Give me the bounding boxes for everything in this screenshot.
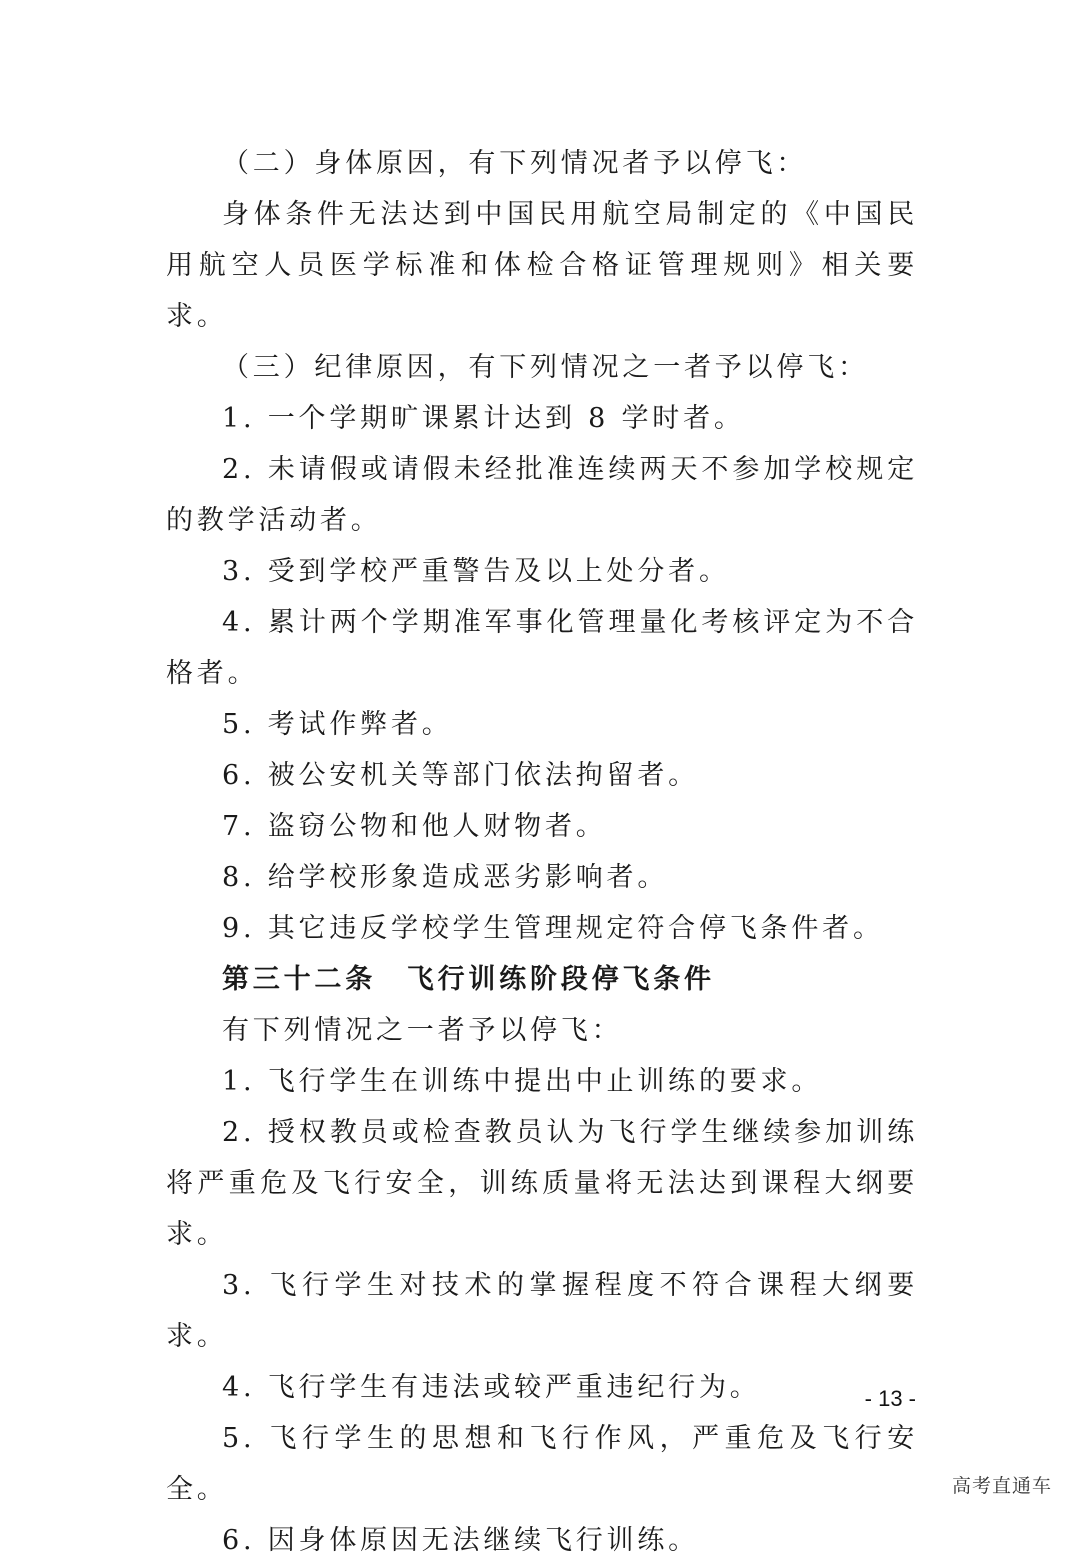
paragraph: （二）身体原因，有下列情况者予以停飞：	[222, 148, 808, 179]
list-item: 2. 未请假或请假未经批准连续两天不参加学校规定的教学活动者。	[166, 454, 918, 536]
paragraph: （三）纪律原因，有下列情况之一者予以停飞：	[222, 352, 869, 383]
paragraph: 有下列情况之一者予以停飞：	[222, 1015, 623, 1046]
list-item: 2. 授权教员或检查教员认为飞行学生继续参加训练将严重危及飞行安全，训练质量将无法达到课程大纲要求。	[166, 1117, 918, 1250]
list-item: 8. 给学校形象造成恶劣影响者。	[222, 862, 669, 893]
page-number: - 13 -	[864, 1386, 916, 1411]
list-item: 6. 因身体原因无法继续飞行训练。	[222, 1525, 699, 1556]
list-item: 3. 受到学校严重警告及以上处分者。	[222, 556, 730, 587]
list-item: 1. 一个学期旷课累计达到 8 学时者。	[222, 403, 745, 434]
list-item: 3. 飞行学生对技术的掌握程度不符合课程大纲要求。	[166, 1270, 918, 1352]
list-item: 9. 其它违反学校学生管理规定符合停飞条件者。	[222, 913, 884, 944]
list-item: 1. 飞行学生在训练中提出中止训练的要求。	[222, 1066, 823, 1097]
list-item: 5. 考试作弊者。	[222, 709, 453, 740]
document-body	[166, 138, 918, 1566]
list-item: 4. 飞行学生有违法或较严重违纪行为。	[222, 1372, 761, 1403]
list-item: 5. 飞行学生的思想和飞行作风，严重危及飞行安全。	[166, 1423, 918, 1505]
watermark: 高考直通车	[951, 1475, 1052, 1497]
list-item: 4. 累计两个学期准军事化管理量化考核评定为不合格者。	[166, 607, 918, 689]
article-heading: 第三十二条 飞行训练阶段停飞条件	[222, 964, 715, 995]
paragraph: 身体条件无法达到中国民用航空局制定的《中国民用航空人员医学标准和体检合格证管理规则》相关要求。	[166, 199, 918, 332]
list-item: 7. 盗窃公物和他人财物者。	[222, 811, 607, 842]
list-item: 6. 被公安机关等部门依法拘留者。	[222, 760, 699, 791]
